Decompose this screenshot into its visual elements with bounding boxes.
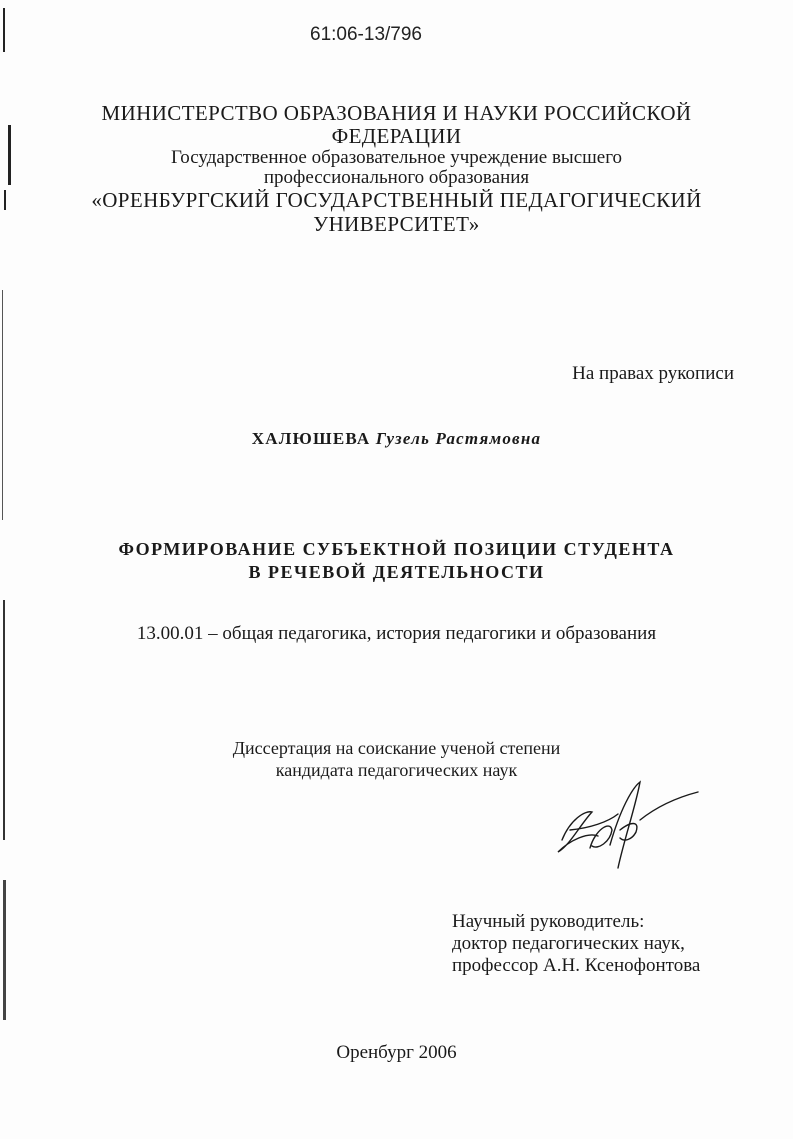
- scan-edge-mark: [3, 8, 5, 52]
- ministry-line-1: МИНИСТЕРСТВО ОБРАЗОВАНИЯ И НАУКИ РОССИЙСКОЙ: [101, 101, 692, 125]
- specialty-code: 13.00.01 – общая педагогика, история педагогики и образования: [136, 623, 657, 644]
- rights-note: На правах рукописи: [572, 363, 734, 384]
- author-given-names: Гузель Растямовна: [375, 429, 542, 448]
- university-line-1: «ОРЕНБУРГСКИЙ ГОСУДАРСТВЕННЫЙ ПЕДАГОГИЧЕСКИЙ: [91, 188, 702, 212]
- institution-type-line-2: профессионального образования: [263, 167, 530, 188]
- supervisor-degree: доктор педагогических наук,: [452, 933, 685, 954]
- degree-line-1: Диссертация на соискание ученой степени: [232, 738, 561, 758]
- city-year: Оренбург 2006: [336, 1042, 457, 1063]
- degree-line-2: кандидата педагогических наук: [275, 760, 518, 780]
- scan-edge-mark: [2, 290, 3, 520]
- archive-code: 61:06-13/796: [310, 24, 422, 45]
- scan-edge-mark: [3, 880, 6, 1020]
- supervisor-label: Научный руководитель:: [452, 911, 645, 932]
- author-name: [0, 429, 793, 449]
- dissertation-title-line-2: В РЕЧЕВОЙ ДЕЯТЕЛЬНОСТИ: [248, 562, 545, 582]
- ministry-line-2: ФЕДЕРАЦИИ: [331, 124, 462, 148]
- signature-icon: [540, 770, 710, 880]
- author-surname: ХАЛЮШЕВА: [251, 429, 371, 448]
- dissertation-title-line-1: ФОРМИРОВАНИЕ СУБЪЕКТНОЙ ПОЗИЦИИ СТУДЕНТА: [118, 539, 675, 559]
- supervisor-name: профессор А.Н. Ксенофонтова: [452, 955, 701, 976]
- university-line-2: УНИВЕРСИТЕТ»: [313, 212, 480, 236]
- institution-type-line-1: Государственное образовательное учреждение высшего: [170, 147, 623, 168]
